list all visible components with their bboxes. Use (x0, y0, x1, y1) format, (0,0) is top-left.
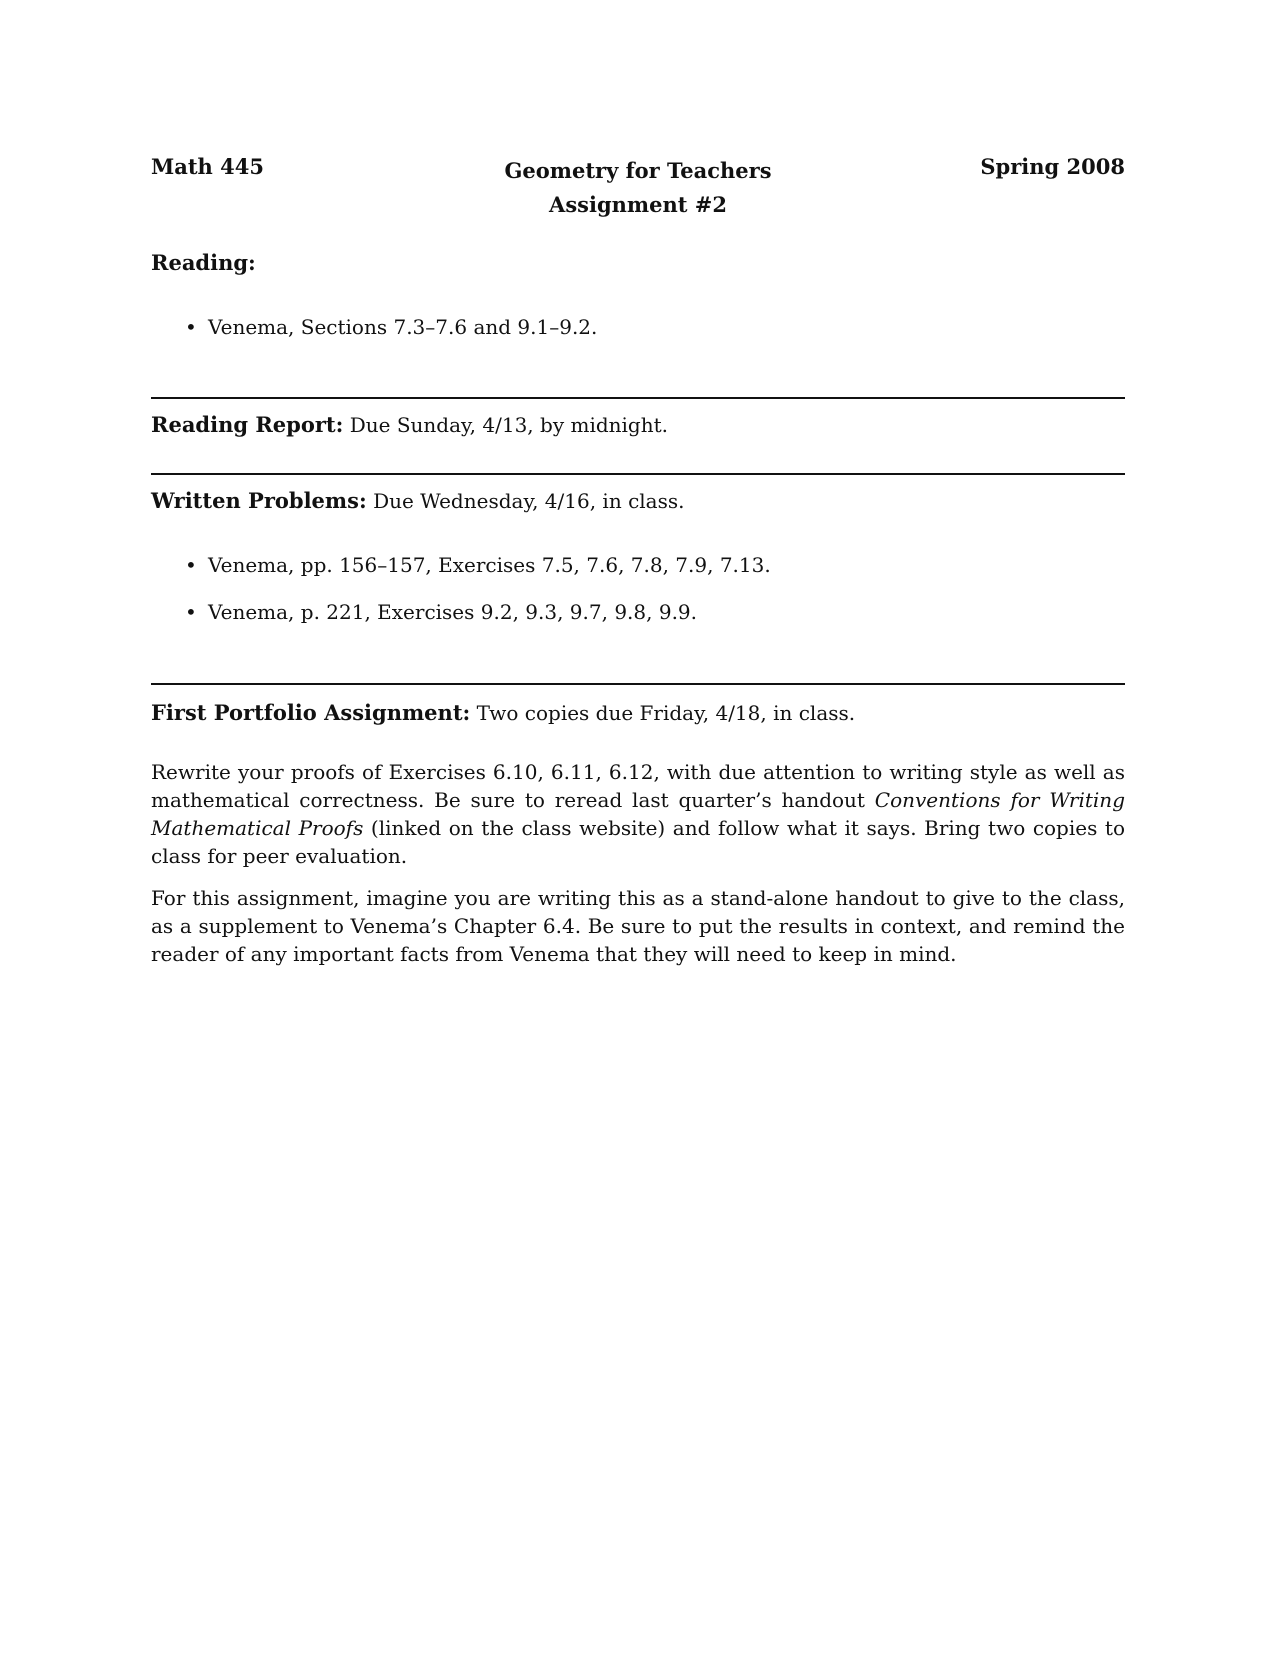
written-problems-line (151, 488, 684, 513)
reading-heading: Reading: (151, 250, 256, 275)
written-problems-list (151, 552, 771, 646)
document-title-block (151, 154, 1125, 222)
reading-item-text: Venema, Sections 7.3–7.6 and 9.1–9.2. (208, 315, 598, 339)
term: Spring 2008 (980, 154, 1125, 179)
bullet-icon: • (185, 315, 197, 339)
portfolio-para1-end: (linked on the class website) and follow what it says. Bring two copies to class for peer evaluation. (151, 816, 1126, 868)
portfolio-text: Two copies due Friday, 4/18, in class. (476, 701, 856, 725)
bullet-icon: • (185, 553, 197, 577)
portfolio-line (151, 700, 855, 725)
assignment-page (151, 150, 1126, 966)
portfolio-para1-start: Rewrite your proofs of Exercises 6.10, 6.11, 6.12, with due attention to writing style as well as mathematical correctness. Be sure to reread last quarter’s handout (151, 760, 1125, 812)
bullet-icon: • (185, 600, 197, 624)
written-problems-text: Due Wednesday, 4/16, in class. (373, 489, 685, 513)
list-item (151, 552, 771, 578)
portfolio-paragraph (151, 758, 1125, 870)
section-divider (151, 397, 1125, 399)
written-item-text: Venema, pp. 156–157, Exercises 7.5, 7.6, 7.8, 7.9, 7.13. (208, 553, 771, 577)
section-divider (151, 683, 1125, 685)
reading-list (151, 314, 597, 340)
written-item-text: Venema, p. 221, Exercises 9.2, 9.3, 9.7, 9.8, 9.9. (208, 600, 698, 624)
reading-report-text: Due Sunday, 4/13, by midnight. (349, 413, 668, 437)
document-title: Geometry for Teachers (504, 158, 772, 183)
reading-report-label: Reading Report: (151, 412, 344, 437)
written-problems-label: Written Problems: (151, 488, 367, 513)
handout-title: Conventions for Writing Mathematical Proofs (151, 788, 1125, 840)
list-item (151, 314, 597, 340)
course-number: Math 445 (151, 154, 264, 179)
assignment-number: Assignment #2 (549, 192, 727, 217)
list-item (151, 599, 771, 625)
portfolio-paragraph: For this assignment, imagine you are writing this as a stand-alone handout to give to the class, as a supplement to Venema’s Chapter 6.4. Be sure to put the results in context, and remind the reader of any important facts from Venema that they will need to keep in mind. (151, 886, 1125, 966)
document-header (151, 150, 1125, 218)
portfolio-label: First Portfolio Assignment: (151, 700, 471, 725)
reading-report-line (151, 412, 668, 437)
section-divider (151, 473, 1125, 475)
